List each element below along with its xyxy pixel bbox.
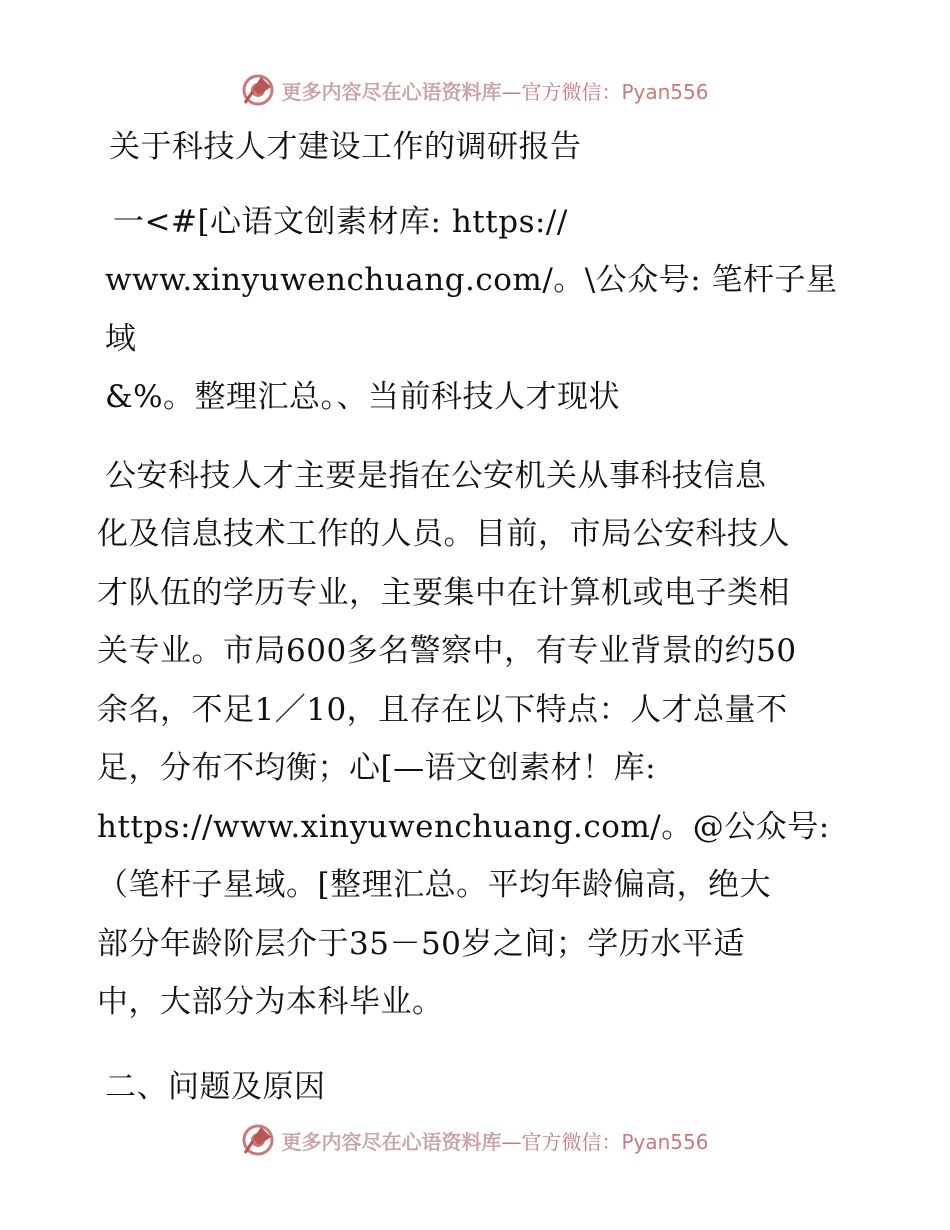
pen-seal-icon bbox=[241, 73, 275, 107]
pen-seal-icon bbox=[241, 1123, 275, 1157]
watermark-text: 更多内容尽在心语资料库—官方微信：Pyan556 bbox=[281, 79, 709, 104]
header-watermark-banner bbox=[0, 70, 950, 110]
text-line: 一<#[心语文创素材库: https:// bbox=[113, 203, 568, 240]
section-two-heading: 二、问题及原因 bbox=[105, 1068, 326, 1105]
text-line: 部分年龄阶层介于35－50岁之间；学历水平适 bbox=[97, 925, 745, 962]
text-line: 余名，不足1／10，且存在以下特点：人才总量不 bbox=[97, 691, 788, 728]
footer-watermark-banner bbox=[0, 1120, 950, 1160]
document-body bbox=[97, 118, 857, 1116]
section-one-heading bbox=[97, 193, 857, 427]
document-title: 关于科技人才建设工作的调研报告 bbox=[109, 129, 582, 165]
text-line: https://www.xinyuwenchuang.com/。@公众号: bbox=[97, 808, 830, 845]
watermark-text: 更多内容尽在心语资料库—官方微信：Pyan556 bbox=[281, 1129, 709, 1154]
text-line: （笔杆子星域。[整理汇总。平均年龄偏高，绝大 bbox=[97, 867, 772, 903]
text-line: 公安科技人才主要是指在公安机关从事科技信息 bbox=[105, 457, 767, 494]
text-line: 中，大部分为本科毕业。 bbox=[97, 984, 444, 1020]
text-line: www.xinyuwenchuang.com/。\公众号: 笔杆子星域 bbox=[105, 262, 838, 357]
text-line: 足，分布不均衡；心[—语文创素材！库: bbox=[97, 750, 657, 786]
text-line: &%。整理汇总。、当前科技人才现状 bbox=[105, 379, 621, 415]
body-paragraph bbox=[97, 447, 857, 1032]
text-line: 关专业。市局600多名警察中，有专业背景的约50 bbox=[97, 633, 797, 669]
text-line: 化及信息技术工作的人员。目前，市局公安科技人 bbox=[97, 516, 790, 552]
text-line: 才队伍的学历专业，主要集中在计算机或电子类相 bbox=[97, 574, 790, 611]
